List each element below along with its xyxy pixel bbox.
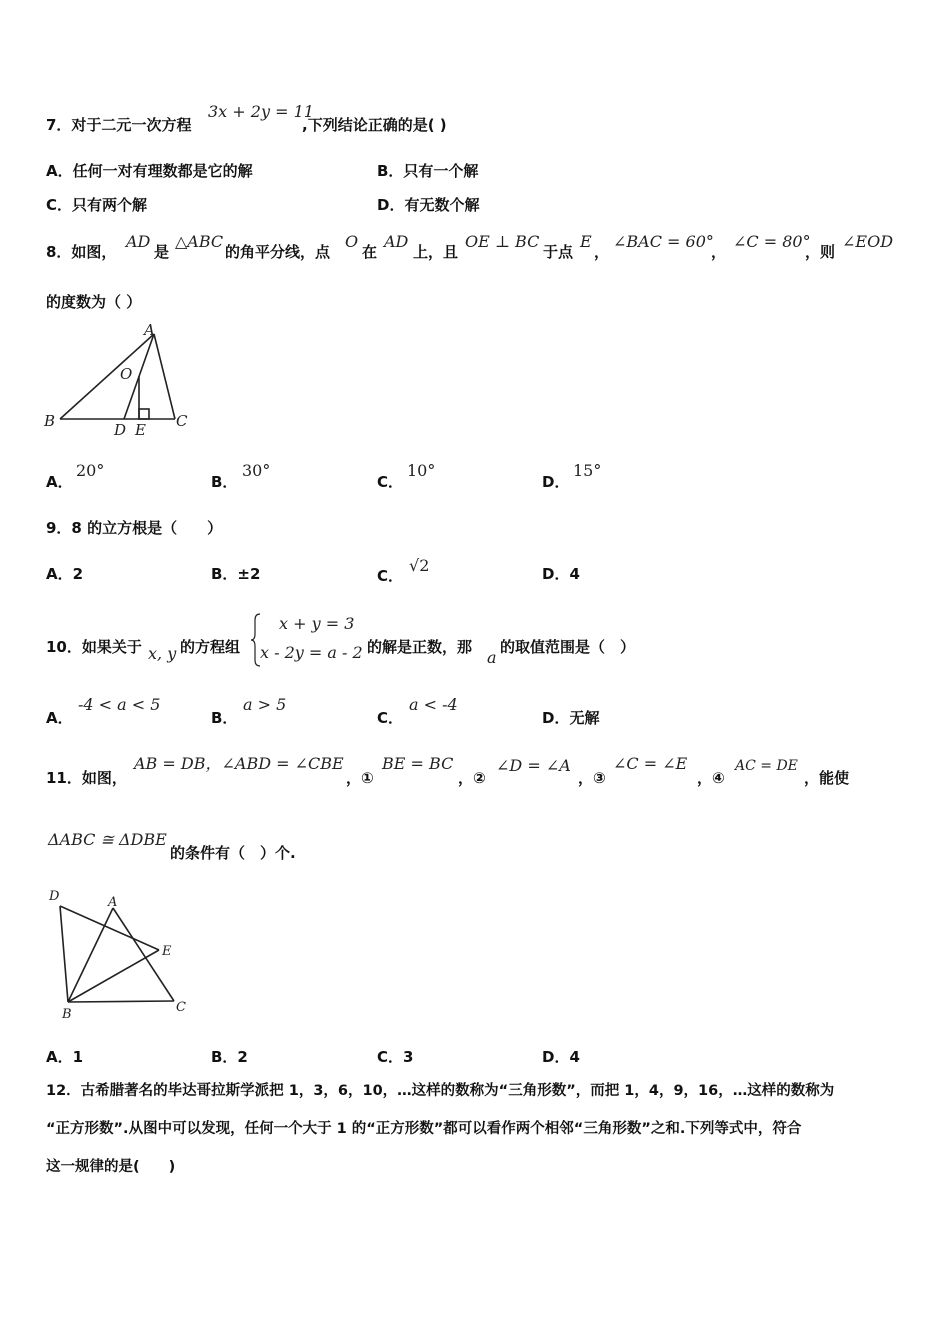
- q8-option-a-value: 20°: [76, 461, 105, 480]
- q10-option-a-value: -4 < a < 5: [78, 695, 161, 714]
- q11-segment-bc: [68, 1001, 174, 1002]
- q7-option-c: C．只有两个解: [46, 196, 148, 214]
- q7-equation: 3x + 2y = 11: [208, 102, 314, 121]
- q11-separator-3: ，③: [578, 769, 606, 787]
- q9-option-d: D．4: [542, 565, 580, 583]
- q10-option-b-value: a > 5: [243, 695, 287, 714]
- q11-math-congruence: ΔABC ≅ ΔDBE: [48, 830, 167, 849]
- q7-option-a: A．任何一对有理数都是它的解: [46, 162, 253, 180]
- q8-text-5: 上，且: [413, 243, 459, 261]
- q10-text-3: 的解是正数，那: [367, 638, 473, 656]
- q11-condition-1: BE = BC: [382, 754, 454, 773]
- q10-math-a: a: [487, 648, 497, 667]
- q12-line-3: 这一规律的是( ): [46, 1159, 176, 1175]
- q11-condition-3: ∠C = ∠E: [613, 754, 688, 773]
- q11-text-3: 的条件有（ ）个.: [170, 844, 296, 862]
- q11-separator-4: ，④: [697, 769, 725, 787]
- q11-label-c: C: [176, 1000, 186, 1015]
- q12-line-1: 12．古希腊著名的毕达哥拉斯学派把 1，3，6，10，…这样的数称为“三角形数”，而把 1，4，9，16，…这样的数称为: [46, 1083, 835, 1099]
- q7-text: 7．对于二元一次方程: [46, 116, 192, 134]
- q7-tail: ,下列结论正确的是( ): [302, 116, 447, 134]
- q11-condition-2: ∠D = ∠A: [496, 756, 571, 775]
- q10-option-b-label: B．: [211, 709, 238, 727]
- q11-label-b: B: [62, 1007, 72, 1022]
- q11-segment-ba: [68, 908, 113, 1002]
- q8-text-6: 于点: [543, 243, 574, 261]
- q9-option-b: B．±2: [211, 565, 261, 583]
- q8-option-d-value: 15°: [573, 461, 602, 480]
- q11-separator-1: ，①: [346, 769, 374, 787]
- q11-segment-de: [60, 906, 159, 950]
- q7-option-b: B．只有一个解: [377, 162, 479, 180]
- q11-math-given: AB = DB，∠ABD = ∠CBE: [134, 754, 344, 773]
- q10-option-c-value: a < -4: [409, 695, 458, 714]
- q10-text-1: 10．如果关于: [46, 638, 142, 656]
- q10-text-4: 的取值范围是（ ）: [500, 638, 636, 656]
- q8-math-ad-2: AD: [384, 232, 409, 251]
- q8-figure: [40, 318, 200, 443]
- q11-option-a: A．1: [46, 1048, 84, 1066]
- q10-text-2: 的方程组: [180, 638, 241, 656]
- q8-label-e: E: [135, 421, 146, 439]
- q8-text-4: 在: [362, 243, 378, 261]
- q10-option-c-label: C．: [377, 709, 404, 727]
- q8-math-perpendicular: OE ⊥ BC: [465, 232, 540, 251]
- q8-text-3: 的角平分线，点: [225, 243, 331, 261]
- q8-text-2: 是: [154, 243, 170, 261]
- q8-option-d-label: D．: [542, 473, 570, 491]
- q11-option-d: D．4: [542, 1048, 580, 1066]
- q8-text-line-2: 的度数为（ ）: [46, 293, 142, 311]
- q8-comma-2: ，: [711, 243, 727, 261]
- q11-figure: [40, 884, 200, 1024]
- q11-segment-db: [60, 906, 68, 1002]
- q8-option-c-value: 10°: [407, 461, 436, 480]
- q11-label-d: D: [49, 889, 60, 904]
- q8-text-1: 8．如图，: [46, 243, 117, 261]
- q9-option-c-label: C．: [377, 567, 404, 585]
- q8-right-angle-mark: [139, 409, 149, 419]
- q7-option-d: D．有无数个解: [377, 196, 480, 214]
- q8-label-b: B: [44, 412, 56, 430]
- q8-label-a: A: [144, 321, 155, 339]
- q11-separator-2: ，②: [458, 769, 486, 787]
- q11-text-1: 11．如图，: [46, 769, 127, 787]
- q8-text-7: ，则: [805, 243, 836, 261]
- q8-math-bac: ∠BAC = 60°: [613, 232, 714, 251]
- q11-label-e: E: [162, 944, 172, 959]
- q8-segment-ac: [154, 334, 175, 419]
- q11-label-a: A: [108, 895, 118, 910]
- q8-comma-1: ，: [594, 243, 610, 261]
- q11-text-2: ，能使: [804, 769, 850, 787]
- q8-option-c-label: C．: [377, 473, 404, 491]
- q10-system-eq-2: x - 2y = a - 2: [260, 643, 363, 662]
- q8-math-c: ∠C = 80°: [733, 232, 811, 251]
- q8-math-e: E: [580, 232, 592, 251]
- q8-segment-ab: [60, 334, 154, 419]
- q11-option-b: B．2: [211, 1048, 248, 1066]
- q11-condition-4: AC = DE: [735, 758, 798, 774]
- q8-option-a-label: A．: [46, 473, 73, 491]
- q8-label-d: D: [114, 421, 127, 439]
- q9-option-c-value: √2: [409, 556, 430, 575]
- q10-option-a-label: A．: [46, 709, 73, 727]
- q8-math-ad: AD: [126, 232, 151, 251]
- q10-system-eq-1: x + y = 3: [279, 614, 355, 633]
- q8-option-b-value: 30°: [242, 461, 271, 480]
- q10-option-d: D．无解: [542, 709, 600, 727]
- q9-text: 9．8 的立方根是（ ）: [46, 519, 223, 537]
- q11-option-c: C．3: [377, 1048, 414, 1066]
- q8-math-eod: ∠EOD: [842, 232, 894, 251]
- q8-label-c: C: [176, 412, 188, 430]
- q8-label-o: O: [120, 365, 133, 383]
- q9-option-a: A．2: [46, 565, 84, 583]
- q8-option-b-label: B．: [211, 473, 238, 491]
- q8-math-triangle: △ABC: [175, 232, 224, 251]
- q12-line-2: “正方形数”.从图中可以发现，任何一个大于 1 的“正方形数”都可以看作两个相邻“三角形数”之和.下列等式中，符合: [46, 1121, 802, 1137]
- q8-math-o: O: [345, 232, 359, 251]
- q10-math-xy: x, y: [148, 644, 177, 663]
